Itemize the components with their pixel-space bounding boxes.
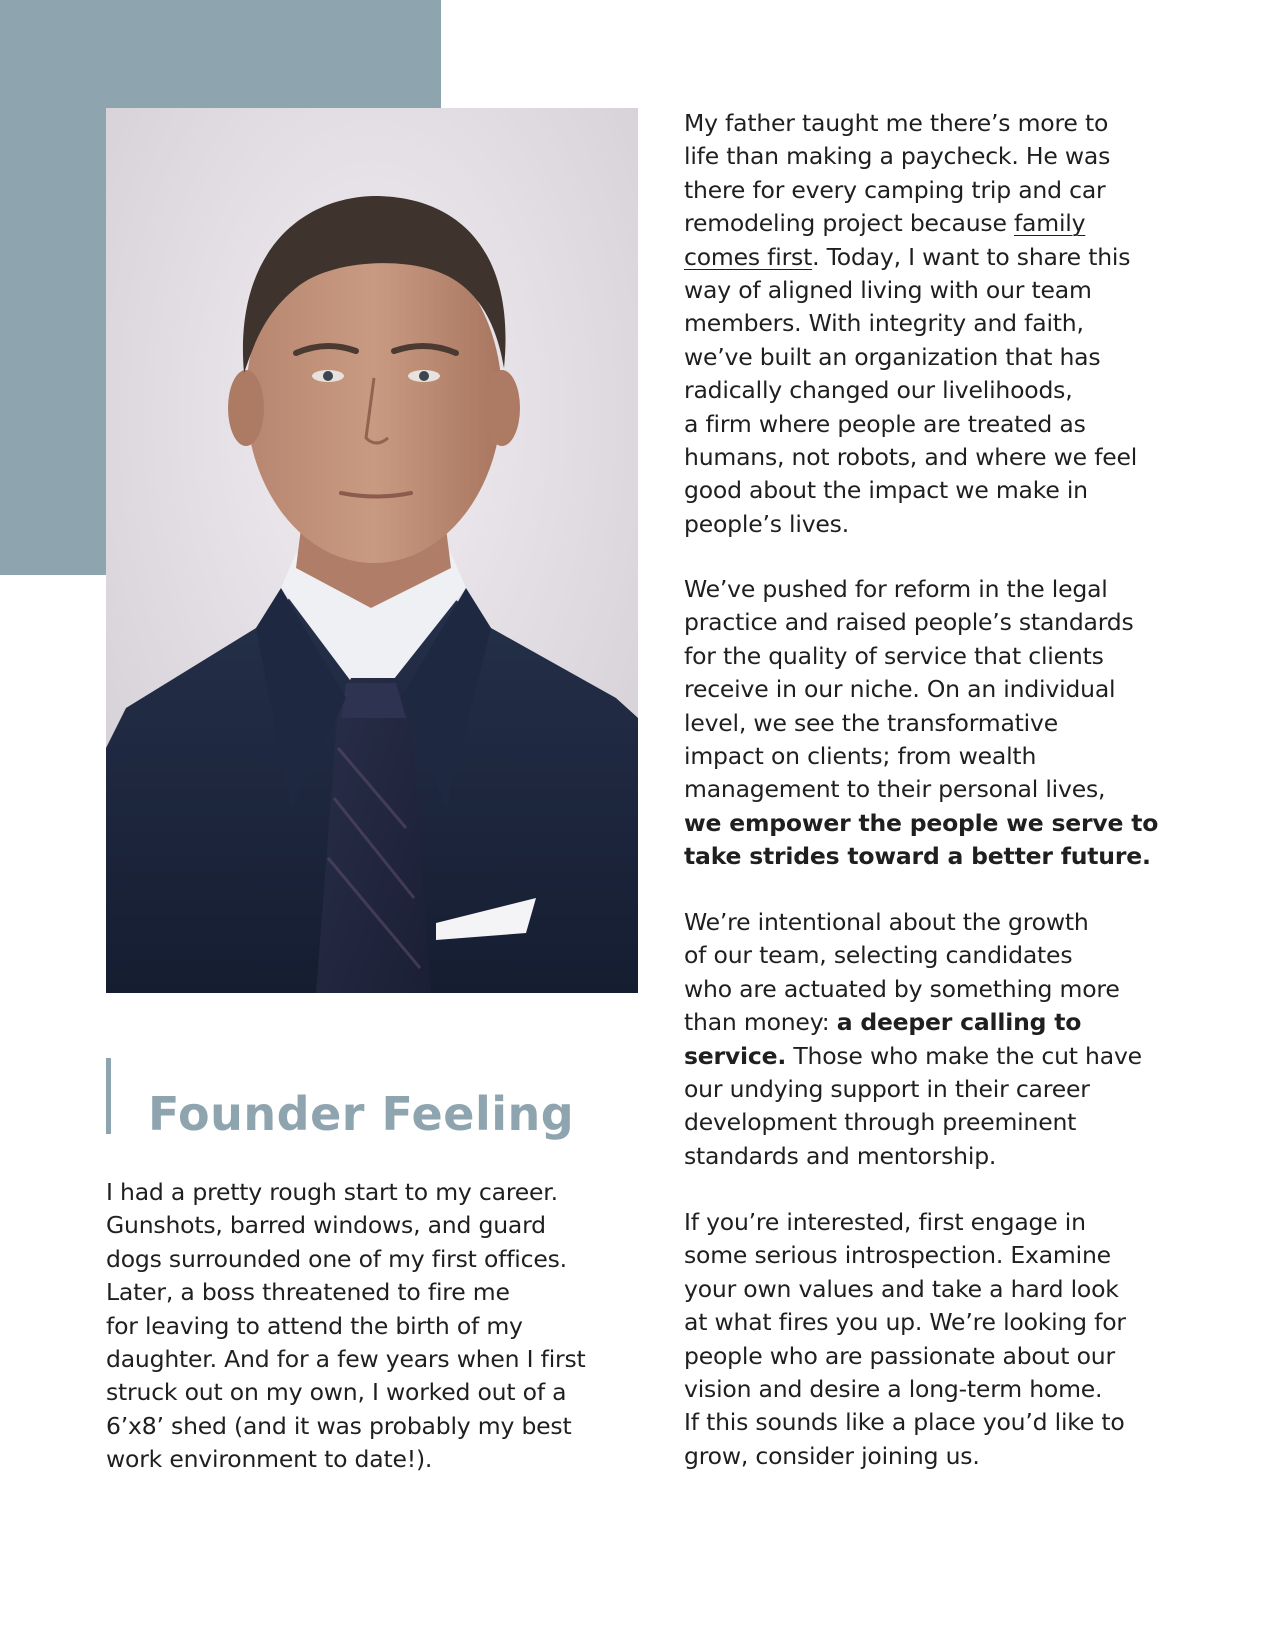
left-paragraph: I had a pretty rough start to my career. Gunshots, barred windows, and guard dogs surrounded one of my first offices. Later, a boss threatened to fire me for leaving to attend the birth of my daughter. And for a few years when I first struck out on my own, I worked out of a 6’x8’ shed (and it was probably my best work environment to date!).: [106, 1178, 586, 1474]
heading-title: Founder Feeling: [148, 1087, 575, 1141]
heading-accent-bar: [106, 1058, 111, 1134]
portrait-illustration: [106, 108, 638, 993]
p2-bold-text: we empower the people we serve to take strides toward a better future.: [684, 808, 1159, 871]
right-paragraph-1: [684, 107, 1184, 541]
right-paragraph-2: [684, 573, 1184, 874]
p3-text-after: Those who make the cut have our undying support in their career development through preeminent standards and mentorship.: [684, 1041, 1142, 1170]
p3-text: We’re intentional about the growth of our team, selecting candidates who are actuated by something more than money:: [684, 908, 1120, 1037]
p1-text-before: My father taught me there’s more to life than making a paycheck. He was there for every camping trip and car remodeling project because: [684, 109, 1111, 238]
founder-portrait-photo: [106, 108, 638, 993]
right-paragraph-4: If you’re interested, first engage in some serious introspection. Examine your own values and take a hard look at what fires you up. We’re looking for people who are passionate about our vision and desire a long-term home. If this sounds like a place you’d like to grow, consider joining us.: [684, 1208, 1126, 1470]
right-paragraph-3: [684, 906, 1184, 1173]
family-link-text: family: [1013, 209, 1086, 238]
comes-first-link-text: comes first: [684, 242, 813, 271]
p2-text: We’ve pushed for reform in the legal practice and raised people’s standards for the quality of service that clients receive in our niche. On an individual level, we see the transformative impact on clients; from wealth management to their personal lives,: [684, 575, 1134, 804]
section-heading: [106, 1058, 646, 1141]
p1-text-after: . Today, I want to share this way of aligned living with our team members. With integrity and faith, we’ve built an organization that has radically changed our livelihoods, a firm where people are treated as humans, not robots, and where we feel good about the impact we make in people’s lives.: [684, 242, 1138, 538]
p3-bold-text: a deeper calling to service.: [684, 1008, 1082, 1070]
